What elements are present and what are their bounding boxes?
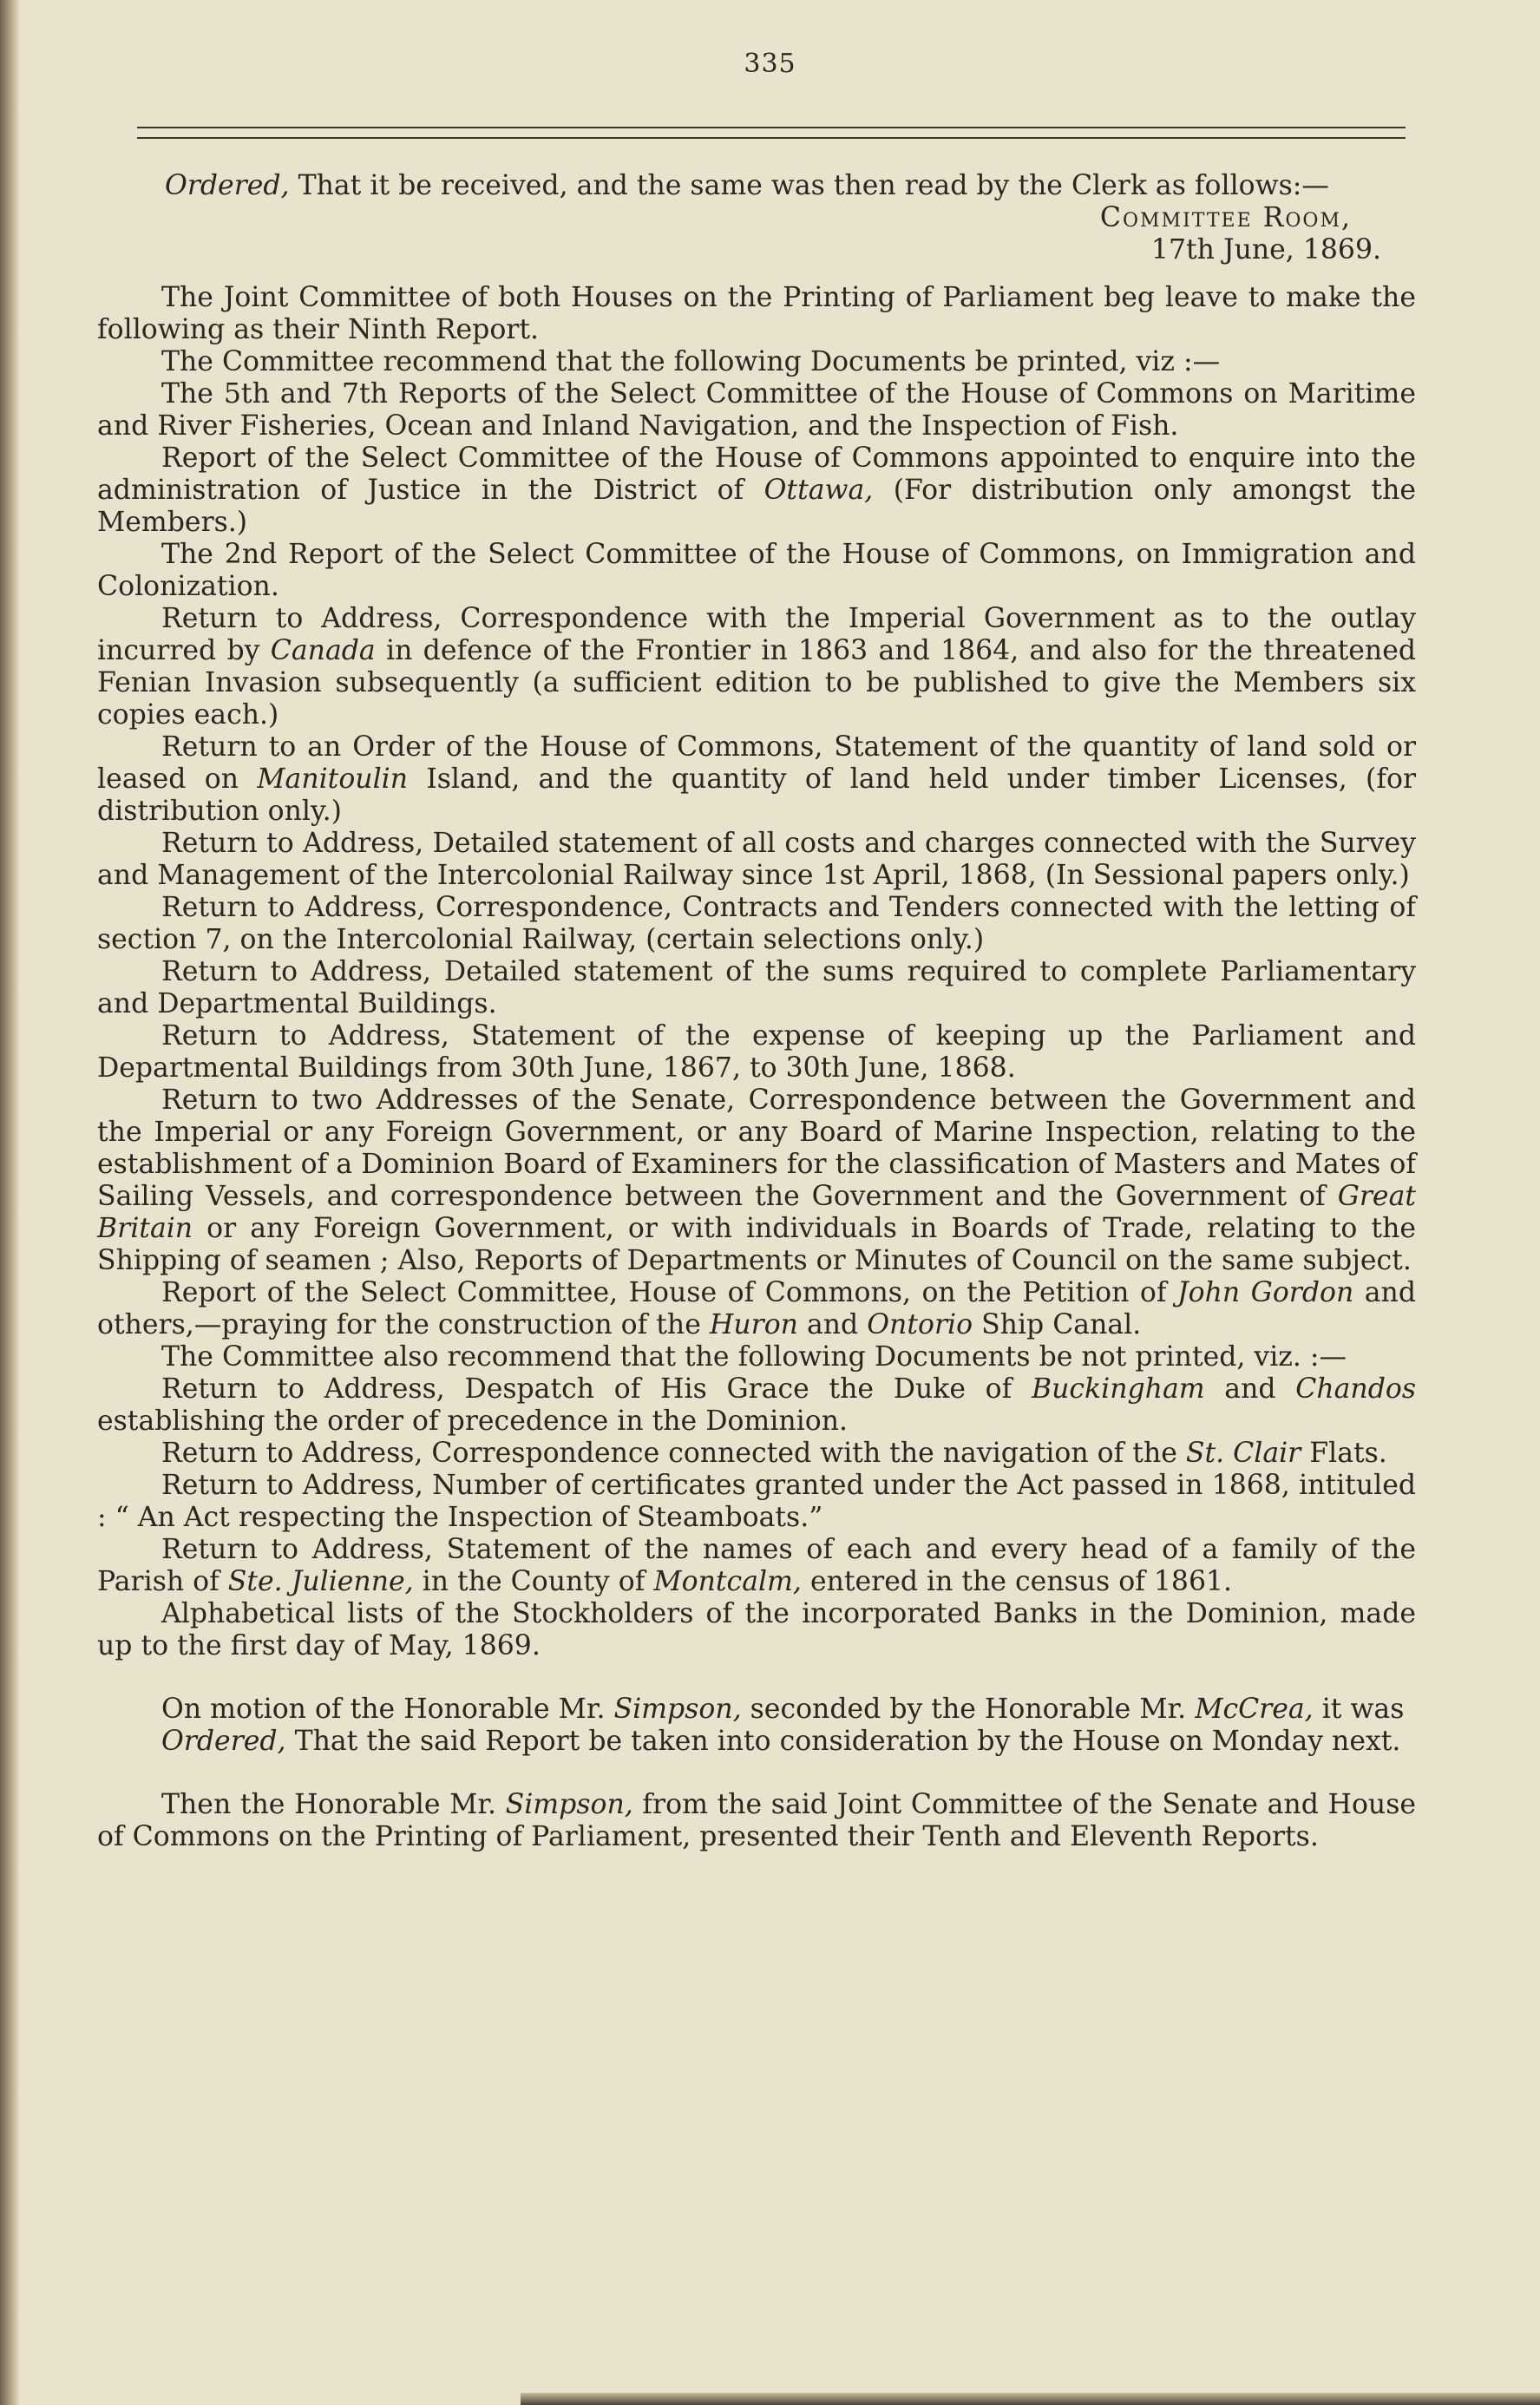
report-date: 17th June, 1869. <box>1150 234 1381 265</box>
paragraph-census: Return to Address, Statement of the names of each and every head of a family of the Parish of Ste. Julienne, in the County of Montcalm, entered in the census of 1861. <box>97 1534 1416 1597</box>
committee-heading <box>97 202 1416 266</box>
paragraph-expense: Return to Address, Statement of the expense of keeping up the Parliament and Departmental Buildings from 30th June, 1867, to 30th June, 1868. <box>97 1020 1416 1084</box>
page-number: 335 <box>744 49 796 79</box>
paragraph-alphabetical: Alphabetical lists of the Stockholders of the incorporated Banks in the Dominion, made up to the first day of May, 1869. <box>97 1598 1416 1661</box>
paragraph-motion: On motion of the Honorable Mr. Simpson, seconded by the Honorable Mr. McCrea, it was <box>161 1694 1405 1725</box>
paragraph-fisheries: The 5th and 7th Reports of the Select Committee of the House of Commons on Maritime and River Fisheries, Ocean and Inland Navigation, and the Inspection of Fish. <box>97 378 1416 442</box>
paragraph-recommend: The Committee recommend that the following Documents be printed, viz :— <box>161 346 1221 377</box>
paragraph-letting: Return to Address, Correspondence, Contracts and Tenders connected with the letting of section 7, on the Intercolonial Railway, (certain selections only.) <box>97 892 1416 955</box>
paragraph-manitoulin: Return to an Order of the House of Commons, Statement of the quantity of land sold or leased on Manitoulin Island, and the quantity of land held under timber Licenses, (for distribution only.) <box>97 731 1417 827</box>
opening-paragraph: Ordered, That it be received, and the same was then read by the Clerk as follows:— <box>165 170 1329 201</box>
paragraph-tenth-eleventh: Then the Honorable Mr. Simpson, from the said Joint Committee of the Senate and House of Commons on the Printing of Parliament, presented their Tenth and Eleventh Reports. <box>97 1789 1417 1852</box>
header-rule-bottom <box>137 137 1406 139</box>
binding-gutter <box>0 0 19 2405</box>
paragraph-intro: The Joint Committee of both Houses on the Printing of Parliament beg leave to make the following as their Ninth Report. <box>97 282 1416 345</box>
paragraph-ordered-monday: Ordered, That the said Report be taken into consideration by the House on Monday next. <box>161 1726 1401 1757</box>
paragraph-despatch: Return to Address, Despatch of His Grace the Duke of Buckingham and Chandos establishing the order of precedence in the Dominion. <box>97 1373 1416 1437</box>
paragraph-canada: Return to Address, Correspondence with the Imperial Government as to the outlay incurred by Canada in defence of the Frontier in 1863 and 1864, and also for the threatened Fenian Invasion subsequently (a sufficient edition to be published to give the Members six copies each.) <box>97 603 1417 731</box>
paragraph-st-clair: Return to Address, Correspondence connected with the navigation of the St. Clair Flats. <box>161 1438 1387 1469</box>
paragraph-buildings: Return to Address, Detailed statement of the sums required to complete Parliamentary and Departmental Buildings. <box>97 956 1416 1019</box>
paragraph-immigration: The 2nd Report of the Select Committee of the House of Commons, on Immigration and Colonization. <box>97 539 1416 602</box>
paragraph-gordon: Report of the Select Committee, House of Commons, on the Petition of John Gordon and others,—praying for the construction of the Huron and Ontorio Ship Canal. <box>97 1277 1417 1340</box>
header-rule-top <box>137 127 1406 128</box>
page-bottom-edge <box>521 2393 1540 2405</box>
paragraph-certificates: Return to Address, Number of certificates granted under the Act passed in 1868, intituled : “ An Act respecting the Inspection of Steamboats.” <box>97 1470 1416 1533</box>
document-body <box>97 170 1416 1853</box>
paragraph-not-printed: The Committee also recommend that the following Documents be not printed, viz. :— <box>161 1341 1347 1373</box>
paragraph-senate: Return to two Addresses of the Senate, Correspondence between the Government and the Imperial or any Foreign Government, or any Board of Marine Inspection, relating to the establishment of a Dominion Board of Examiners for the classification of Masters and Mates of Sailing Vessels, and correspondence between the Government and the Government of Great Britain or any Foreign Government, or with individuals in Boards of Trade, relating to the Shipping of seamen ; Also, Reports of Departments or Minutes of Council on the same subject. <box>97 1085 1417 1276</box>
paragraph-ottawa: Report of the Select Committee of the House of Commons appointed to enquire into the administration of Justice in the District of Ottawa, (For distribution only amongst the Members.) <box>97 442 1416 538</box>
paragraph-survey: Return to Address, Detailed statement of all costs and charges connected with the Survey and Management of the Intercolonial Railway since 1st April, 1868, (In Sessional papers only.) <box>97 828 1416 891</box>
committee-room: Committee Room, <box>1099 202 1352 233</box>
